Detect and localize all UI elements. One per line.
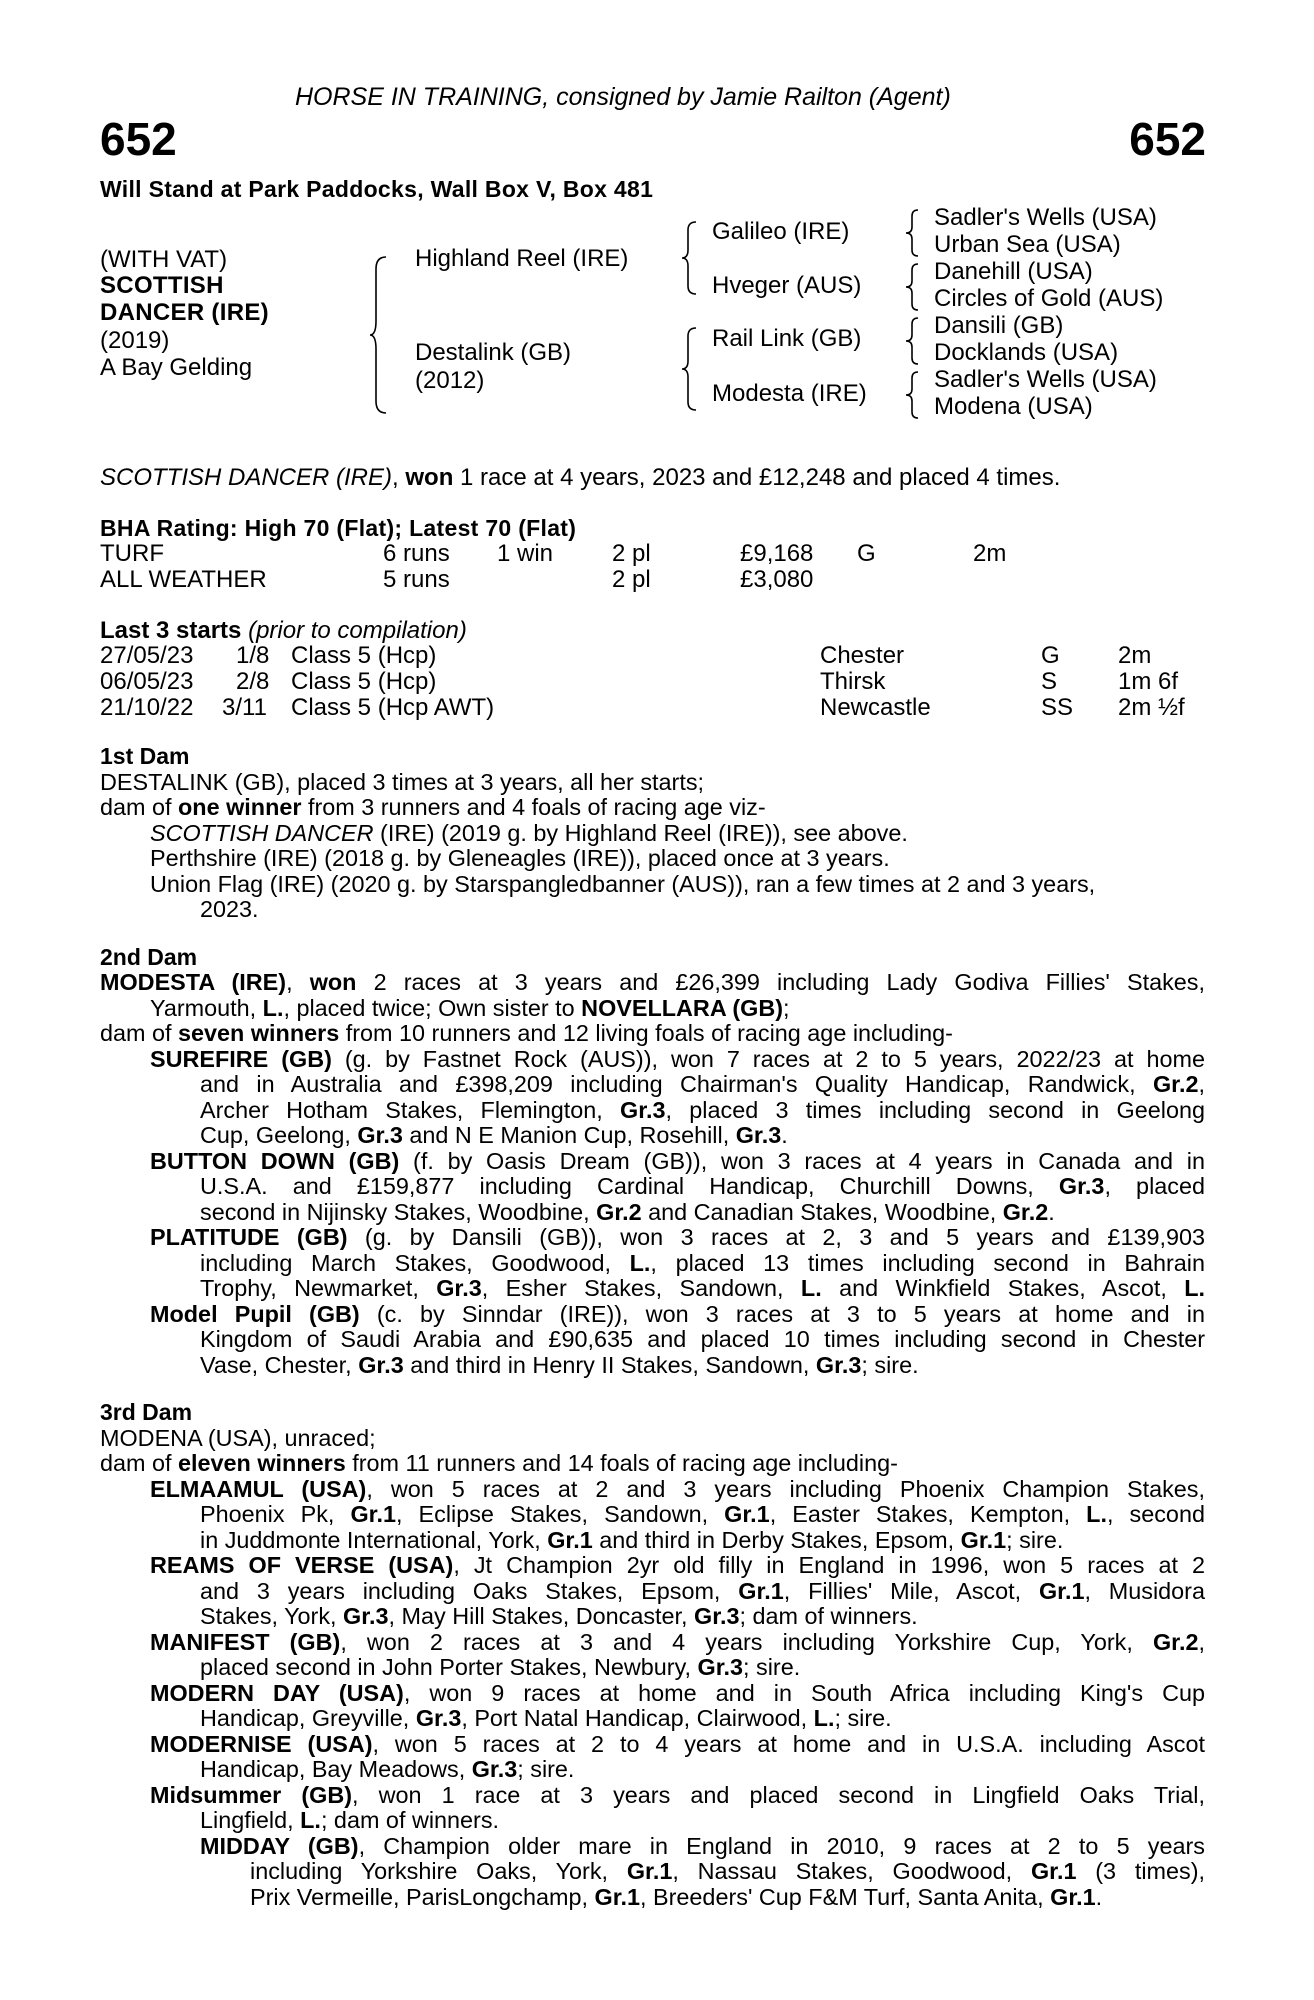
- pedigree-brace-g1: [906, 208, 922, 258]
- dam1-line: SCOTTISH DANCER (IRE) (2019 g. by Highland Reel (IRE)), see above.: [150, 819, 908, 846]
- rating-row-runs: 6 runs: [383, 540, 450, 567]
- horse-name-line1: SCOTTISH: [100, 272, 224, 299]
- sibling-line: Handicap, Bay Meadows, Gr.3; sire.: [200, 1756, 575, 1782]
- vat-note: (WITH VAT): [100, 246, 228, 273]
- family-text: [100, 744, 1205, 1910]
- pedigree-brace-g4: [906, 370, 922, 420]
- pedigree-gen3-8: Modena (USA): [934, 393, 1093, 420]
- start-going: S: [1041, 668, 1058, 695]
- start-position: 1/8: [236, 642, 270, 669]
- sibling-line: Kingdom of Saudi Arabia and £90,635 and placed 10 times including second in Chester: [200, 1326, 1205, 1352]
- dam1-line: dam of one winner from 3 runners and 4 foals of racing age viz-: [100, 794, 766, 820]
- rating-row-prize: £3,080: [740, 566, 814, 593]
- sibling-line: Cup, Geelong, Gr.3 and N E Manion Cup, Rosehill, Gr.3.: [200, 1122, 788, 1148]
- sibling-line: Vase, Chester, Gr.3 and third in Henry II Stakes, Sandown, Gr.3; sire.: [200, 1351, 919, 1378]
- sibling-line: MODERNISE (USA), won 5 races at 2 to 4 years at home and in U.S.A. including Ascot: [150, 1730, 1206, 1757]
- rating-row-going: G: [857, 540, 876, 567]
- dam2-line: Yarmouth, L., placed twice; Own sister to NOVELLARA (GB);: [150, 994, 790, 1021]
- pedigree-brace-dam: [682, 326, 702, 412]
- rating-row-placed: 2 pl: [612, 566, 651, 593]
- dam2-line: MODESTA (IRE), won 2 races at 3 years and £26,399 including Lady Godiva Fillies' Stakes,: [100, 969, 1206, 995]
- start-class: Class 5 (Hcp AWT): [291, 694, 495, 721]
- dam1-line: 2023.: [200, 896, 259, 922]
- rating-row-placed: 2 pl: [612, 540, 651, 567]
- dam2-heading: 2nd Dam: [100, 943, 198, 970]
- pedigree-gen3-3: Danehill (USA): [934, 258, 1093, 285]
- start-distance: 1m 6f: [1118, 668, 1179, 695]
- last-starts-title: Last 3 starts (prior to compilation): [100, 617, 467, 644]
- dam1-line: Union Flag (IRE) (2020 g. by Starspangledbanner (AUS)), ran a few times at 2 and 3 years,: [150, 870, 1096, 897]
- pedigree-sire-dam: Hveger (AUS): [712, 272, 862, 299]
- summary-horse-name: SCOTTISH DANCER (IRE): [100, 464, 393, 491]
- dam3-heading: 3rd Dam: [100, 1399, 193, 1425]
- rating-row-wins: 1 win: [497, 540, 554, 567]
- pedigree-gen3-1: Sadler's Wells (USA): [934, 204, 1157, 231]
- start-date: 06/05/23: [100, 668, 194, 695]
- sibling-line: U.S.A. and £159,877 including Cardinal Handicap, Churchill Downs, Gr.3, placed: [200, 1173, 1205, 1199]
- lot-number-right: 652: [1129, 113, 1206, 165]
- bha-rating-title: BHA Rating: High 70 (Flat); Latest 70 (Flat): [100, 515, 577, 541]
- sibling-line: placed second in John Porter Stakes, Newbury, Gr.3; sire.: [200, 1654, 801, 1680]
- pedigree-dam-year: (2012): [415, 367, 485, 394]
- sibling-line: in Juddmonte International, York, Gr.1 and third in Derby Stakes, Epsom, Gr.1; sire.: [200, 1526, 1064, 1553]
- race-summary: SCOTTISH DANCER (IRE), won 1 race at 4 years, 2023 and £12,248 and placed 4 times.: [100, 464, 1061, 491]
- consignment-line: HORSE IN TRAINING, consigned by Jamie Railton (Agent): [295, 83, 951, 111]
- sibling-line: SUREFIRE (GB) (g. by Fastnet Rock (AUS)), won 7 races at 2 to 5 years, 2022/23 at home: [150, 1045, 1205, 1072]
- start-date: 21/10/22: [100, 694, 194, 721]
- pedigree-brace-g3: [906, 316, 922, 366]
- start-class: Class 5 (Hcp): [291, 668, 437, 695]
- sibling-line: MIDDAY (GB), Champion older mare in England in 2010, 9 races at 2 to 5 years: [200, 1832, 1205, 1859]
- start-distance: 2m: [1118, 642, 1152, 669]
- pedigree-dam-dam: Modesta (IRE): [712, 380, 867, 407]
- start-position: 3/11: [222, 694, 267, 721]
- sibling-line: Stakes, York, Gr.3, May Hill Stakes, Doncaster, Gr.3; dam of winners.: [200, 1603, 918, 1629]
- sibling-line: Phoenix Pk, Gr.1, Eclipse Stakes, Sandown, Gr.1, Easter Stakes, Kempton, L., second: [200, 1501, 1205, 1527]
- rating-row-prize: £9,168: [740, 540, 814, 567]
- rating-row-runs: 5 runs: [383, 566, 450, 593]
- horse-name-line2: DANCER (IRE): [100, 299, 269, 326]
- dam2-line: dam of seven winners from 10 runners and 12 living foals of racing age including-: [100, 1020, 953, 1046]
- horse-year: (2019): [100, 327, 170, 354]
- pedigree-gen3-5: Dansili (GB): [934, 312, 1064, 339]
- dam1-line: Perthshire (IRE) (2018 g. by Gleneagles (IRE)), placed once at 3 years.: [150, 845, 890, 871]
- start-date: 27/05/23: [100, 642, 194, 669]
- sibling-line: Prix Vermeille, ParisLongchamp, Gr.1, Breeders' Cup F&M Turf, Santa Anita, Gr.1.: [250, 1883, 1103, 1910]
- sibling-line: REAMS OF VERSE (USA), Jt Champion 2yr old filly in England in 1996, won 5 races at 2: [150, 1552, 1205, 1578]
- start-course: Chester: [820, 642, 905, 669]
- start-position: 2/8: [236, 668, 270, 695]
- pedigree-gen3-6: Docklands (USA): [934, 339, 1119, 366]
- pedigree-gen3-4: Circles of Gold (AUS): [934, 285, 1164, 312]
- sibling-line: BUTTON DOWN (GB) (f. by Oasis Dream (GB)), won 3 races at 4 years in Canada and in: [150, 1147, 1205, 1174]
- pedigree-dam: Destalink (GB): [415, 339, 572, 366]
- sibling-line: PLATITUDE (GB) (g. by Dansili (GB)), won 3 races at 2, 3 and 5 years and £139,903: [150, 1224, 1205, 1250]
- stand-location: Will Stand at Park Paddocks, Wall Box V, Box 481: [100, 176, 654, 202]
- sibling-line: and in Australia and £398,209 including Chairman's Quality Handicap, Randwick, Gr.2,: [200, 1071, 1205, 1097]
- sibling-line: and 3 years including Oaks Stakes, Epsom, Gr.1, Fillies' Mile, Ascot, Gr.1, Musidora: [200, 1577, 1205, 1604]
- dam3-line: MODENA (USA), unraced;: [100, 1424, 376, 1451]
- pedigree-sire: Highland Reel (IRE): [415, 245, 629, 272]
- sibling-line: Archer Hotham Stakes, Flemington, Gr.3, placed 3 times including second in Geelong: [200, 1096, 1205, 1123]
- pedigree-brace-g2: [906, 262, 922, 312]
- start-course: Newcastle: [820, 694, 931, 721]
- sibling-line: ELMAAMUL (USA), won 5 races at 2 and 3 years including Phoenix Champion Stakes,: [150, 1475, 1205, 1502]
- sibling-line: Midsummer (GB), won 1 race at 3 years and placed second in Lingfield Oaks Trial,: [150, 1781, 1205, 1808]
- sibling-line: including Yorkshire Oaks, York, Gr.1, Nassau Stakes, Goodwood, Gr.1 (3 times),: [250, 1858, 1205, 1884]
- pedigree-sire-sire: Galileo (IRE): [712, 218, 850, 245]
- sibling-line: MANIFEST (GB), won 2 races at 3 and 4 years including Yorkshire Cup, York, Gr.2,: [150, 1628, 1205, 1655]
- sibling-line: Model Pupil (GB) (c. by Sinndar (IRE)), won 3 races at 3 to 5 years at home and in: [150, 1300, 1206, 1327]
- start-course: Thirsk: [820, 668, 886, 695]
- rating-row-surface: TURF: [100, 540, 164, 567]
- horse-description: A Bay Gelding: [100, 354, 253, 381]
- pedigree-brace-sire: [682, 220, 702, 296]
- pedigree-brace-main: [370, 255, 390, 415]
- pedigree-dam-sire: Rail Link (GB): [712, 325, 862, 352]
- start-distance: 2m ½f: [1118, 694, 1185, 721]
- sibling-line: including March Stakes, Goodwood, L., placed 13 times including second in Bahrain: [200, 1249, 1205, 1276]
- summary-won: won: [405, 464, 454, 491]
- pedigree-gen3-7: Sadler's Wells (USA): [934, 366, 1157, 393]
- sibling-line: Lingfield, L.; dam of winners.: [200, 1807, 500, 1833]
- start-going: G: [1041, 642, 1060, 669]
- sibling-line: Trophy, Newmarket, Gr.3, Esher Stakes, Sandown, L. and Winkfield Stakes, Ascot, L.: [200, 1275, 1206, 1301]
- sibling-line: MODERN DAY (USA), won 9 races at home and in South Africa including King's Cup: [150, 1679, 1205, 1706]
- dam1-line: DESTALINK (GB), placed 3 times at 3 years, all her starts;: [100, 768, 705, 795]
- sibling-line: second in Nijinsky Stakes, Woodbine, Gr.2 and Canadian Stakes, Woodbine, Gr.2.: [200, 1198, 1055, 1225]
- start-class: Class 5 (Hcp): [291, 642, 437, 669]
- pedigree-gen3-2: Urban Sea (USA): [934, 231, 1121, 258]
- rating-row-surface: ALL WEATHER: [100, 566, 267, 593]
- dam3-line: dam of eleven winners from 11 runners and 14 foals of racing age including-: [100, 1450, 898, 1476]
- sibling-line: Handicap, Greyville, Gr.3, Port Natal Handicap, Clairwood, L.; sire.: [200, 1705, 892, 1731]
- dam1-heading: 1st Dam: [100, 743, 190, 769]
- rating-row-distance: 2m: [973, 540, 1007, 567]
- start-going: SS: [1041, 694, 1074, 721]
- lot-number-left: 652: [100, 113, 177, 165]
